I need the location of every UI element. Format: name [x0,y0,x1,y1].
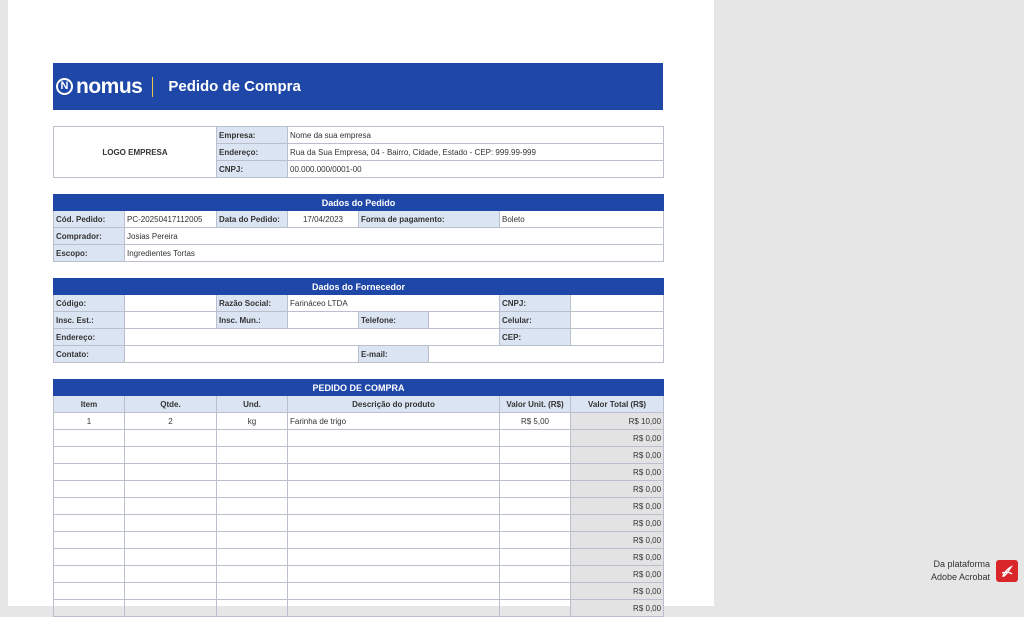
valor-total-cell: R$ 0,00 [571,515,664,532]
qtde-cell [125,600,217,617]
item-cell [54,566,125,583]
item-cell [54,430,125,447]
table-row [54,532,664,549]
table-row [54,481,664,498]
table-row [54,464,664,481]
contato-label: Contato: [54,346,125,363]
valor-total-cell: R$ 0,00 [571,481,664,498]
dados-pedido-header: Dados do Pedido [54,195,664,211]
acrobat-caption [931,558,990,584]
item-cell [54,447,125,464]
valor-total-cell: R$ 0,00 [571,447,664,464]
escopo-label: Escopo: [54,245,125,262]
pedido-compra-header: PEDIDO DE COMPRA [54,380,664,396]
title-banner [53,63,663,110]
email-label: E-mail: [359,346,429,363]
data-pedido-value: 17/04/2023 [288,211,359,228]
und-cell [217,498,288,515]
valor-unit-cell: R$ 5,00 [500,413,571,430]
forma-pagamento-label: Forma de pagamento: [359,211,500,228]
und-cell [217,447,288,464]
valor-unit-cell [500,600,571,617]
forma-pagamento-value: Boleto [500,211,664,228]
fornecedor-endereco-label: Endereço: [54,329,125,346]
contato-value [125,346,359,363]
valor-total-cell: R$ 10,00 [571,413,664,430]
item-cell [54,481,125,498]
email-value [429,346,664,363]
und-cell [217,430,288,447]
comprador-label: Comprador: [54,228,125,245]
valor-total-cell: R$ 0,00 [571,430,664,447]
nomus-logo [56,75,142,99]
table-row [54,583,664,600]
descricao-cell: Farinha de trigo [288,413,500,430]
valor-unit-cell [500,583,571,600]
cnpj-label: CNPJ: [217,161,288,178]
cep-label: CEP: [500,329,571,346]
descricao-cell [288,430,500,447]
razao-social-label: Razão Social: [217,295,288,312]
und-cell [217,600,288,617]
cep-value [571,329,664,346]
und-cell [217,481,288,498]
fornecedor-cnpj-value [571,295,664,312]
nomus-logo-text: nomus [76,74,143,98]
item-cell: 1 [54,413,125,430]
item-cell [54,600,125,617]
dados-fornecedor-table [53,278,664,363]
descricao-cell [288,464,500,481]
acrobat-pdf-icon [996,560,1018,582]
valor-total-cell: R$ 0,00 [571,498,664,515]
table-row [54,447,664,464]
column-header: Descrição do produto [288,396,500,413]
und-cell [217,583,288,600]
cnpj-value: 00.000.000/0001-00 [288,161,664,178]
item-cell [54,549,125,566]
table-row [54,600,664,617]
descricao-cell [288,481,500,498]
item-cell [54,583,125,600]
und-cell [217,566,288,583]
insc-est-value [125,312,217,329]
valor-unit-cell [500,498,571,515]
endereco-value: Rua da Sua Empresa, 04 - Bairro, Cidade, Estado - CEP: 999.99-999 [288,144,664,161]
valor-unit-cell [500,532,571,549]
descricao-cell [288,532,500,549]
descricao-cell [288,600,500,617]
empresa-table [53,126,664,178]
insc-est-label: Insc. Est.: [54,312,125,329]
qtde-cell [125,464,217,481]
dados-fornecedor-header: Dados do Fornecedor [54,279,664,295]
valor-total-cell: R$ 0,00 [571,566,664,583]
table-row [54,566,664,583]
nomus-logo-icon: N [56,78,73,95]
valor-unit-cell [500,481,571,498]
telefone-value [429,312,500,329]
acrobat-line-2: Adobe Acrobat [930,572,990,582]
pedido-compra-column-headers [54,396,664,413]
descricao-cell [288,549,500,566]
item-cell [54,464,125,481]
adobe-acrobat-badge[interactable] [931,558,1018,584]
viewer-left-gutter [0,0,8,606]
insc-mun-value [288,312,359,329]
descricao-cell [288,447,500,464]
valor-unit-cell [500,447,571,464]
descricao-cell [288,498,500,515]
celular-label: Celular: [500,312,571,329]
document-page [8,0,714,613]
valor-total-cell: R$ 0,00 [571,532,664,549]
qtde-cell [125,549,217,566]
valor-unit-cell [500,515,571,532]
qtde-cell [125,481,217,498]
qtde-cell [125,532,217,549]
cod-pedido-label: Cód. Pedido: [54,211,125,228]
valor-unit-cell [500,549,571,566]
empresa-label: Empresa: [217,127,288,144]
acrobat-line-1: Da plataforma [933,559,990,569]
data-pedido-label: Data do Pedido: [217,211,288,228]
item-cell [54,532,125,549]
document-title: Pedido de Compra [168,78,301,95]
table-row [54,549,664,566]
descricao-cell [288,566,500,583]
endereco-label: Endereço: [217,144,288,161]
dados-pedido-table [53,194,664,262]
descricao-cell [288,515,500,532]
codigo-label: Código: [54,295,125,312]
table-row [54,430,664,447]
cod-pedido-value: PC-20250417112005 [125,211,217,228]
fornecedor-cnpj-label: CNPJ: [500,295,571,312]
qtde-cell [125,430,217,447]
celular-value [571,312,664,329]
comprador-value: Josias Pereira [125,228,664,245]
item-cell [54,515,125,532]
razao-social-value: Farináceo LTDA [288,295,500,312]
descricao-cell [288,583,500,600]
item-cell [54,498,125,515]
logo-empresa-placeholder: LOGO EMPRESA [54,127,217,178]
fornecedor-endereco-value [125,329,500,346]
qtde-cell [125,583,217,600]
table-row [54,498,664,515]
und-cell [217,532,288,549]
valor-total-cell: R$ 0,00 [571,600,664,617]
escopo-value: Ingredientes Tortas [125,245,664,262]
telefone-label: Telefone: [359,312,429,329]
und-cell: kg [217,413,288,430]
column-header: Valor Unit. (R$) [500,396,571,413]
valor-total-cell: R$ 0,00 [571,464,664,481]
qtde-cell [125,447,217,464]
qtde-cell [125,566,217,583]
und-cell [217,464,288,481]
column-header: Item [54,396,125,413]
banner-divider [152,77,153,97]
und-cell [217,515,288,532]
empresa-value: Nome da sua empresa [288,127,664,144]
qtde-cell: 2 [125,413,217,430]
column-header: Qtde. [125,396,217,413]
column-header: Valor Total (R$) [571,396,664,413]
und-cell [217,549,288,566]
valor-unit-cell [500,464,571,481]
valor-total-cell: R$ 0,00 [571,549,664,566]
valor-unit-cell [500,430,571,447]
column-header: Und. [217,396,288,413]
valor-total-cell: R$ 0,00 [571,583,664,600]
qtde-cell [125,498,217,515]
table-row [54,515,664,532]
codigo-value [125,295,217,312]
valor-unit-cell [500,566,571,583]
pedido-compra-table [53,379,664,617]
insc-mun-label: Insc. Mun.: [217,312,288,329]
qtde-cell [125,515,217,532]
table-row [54,413,664,430]
